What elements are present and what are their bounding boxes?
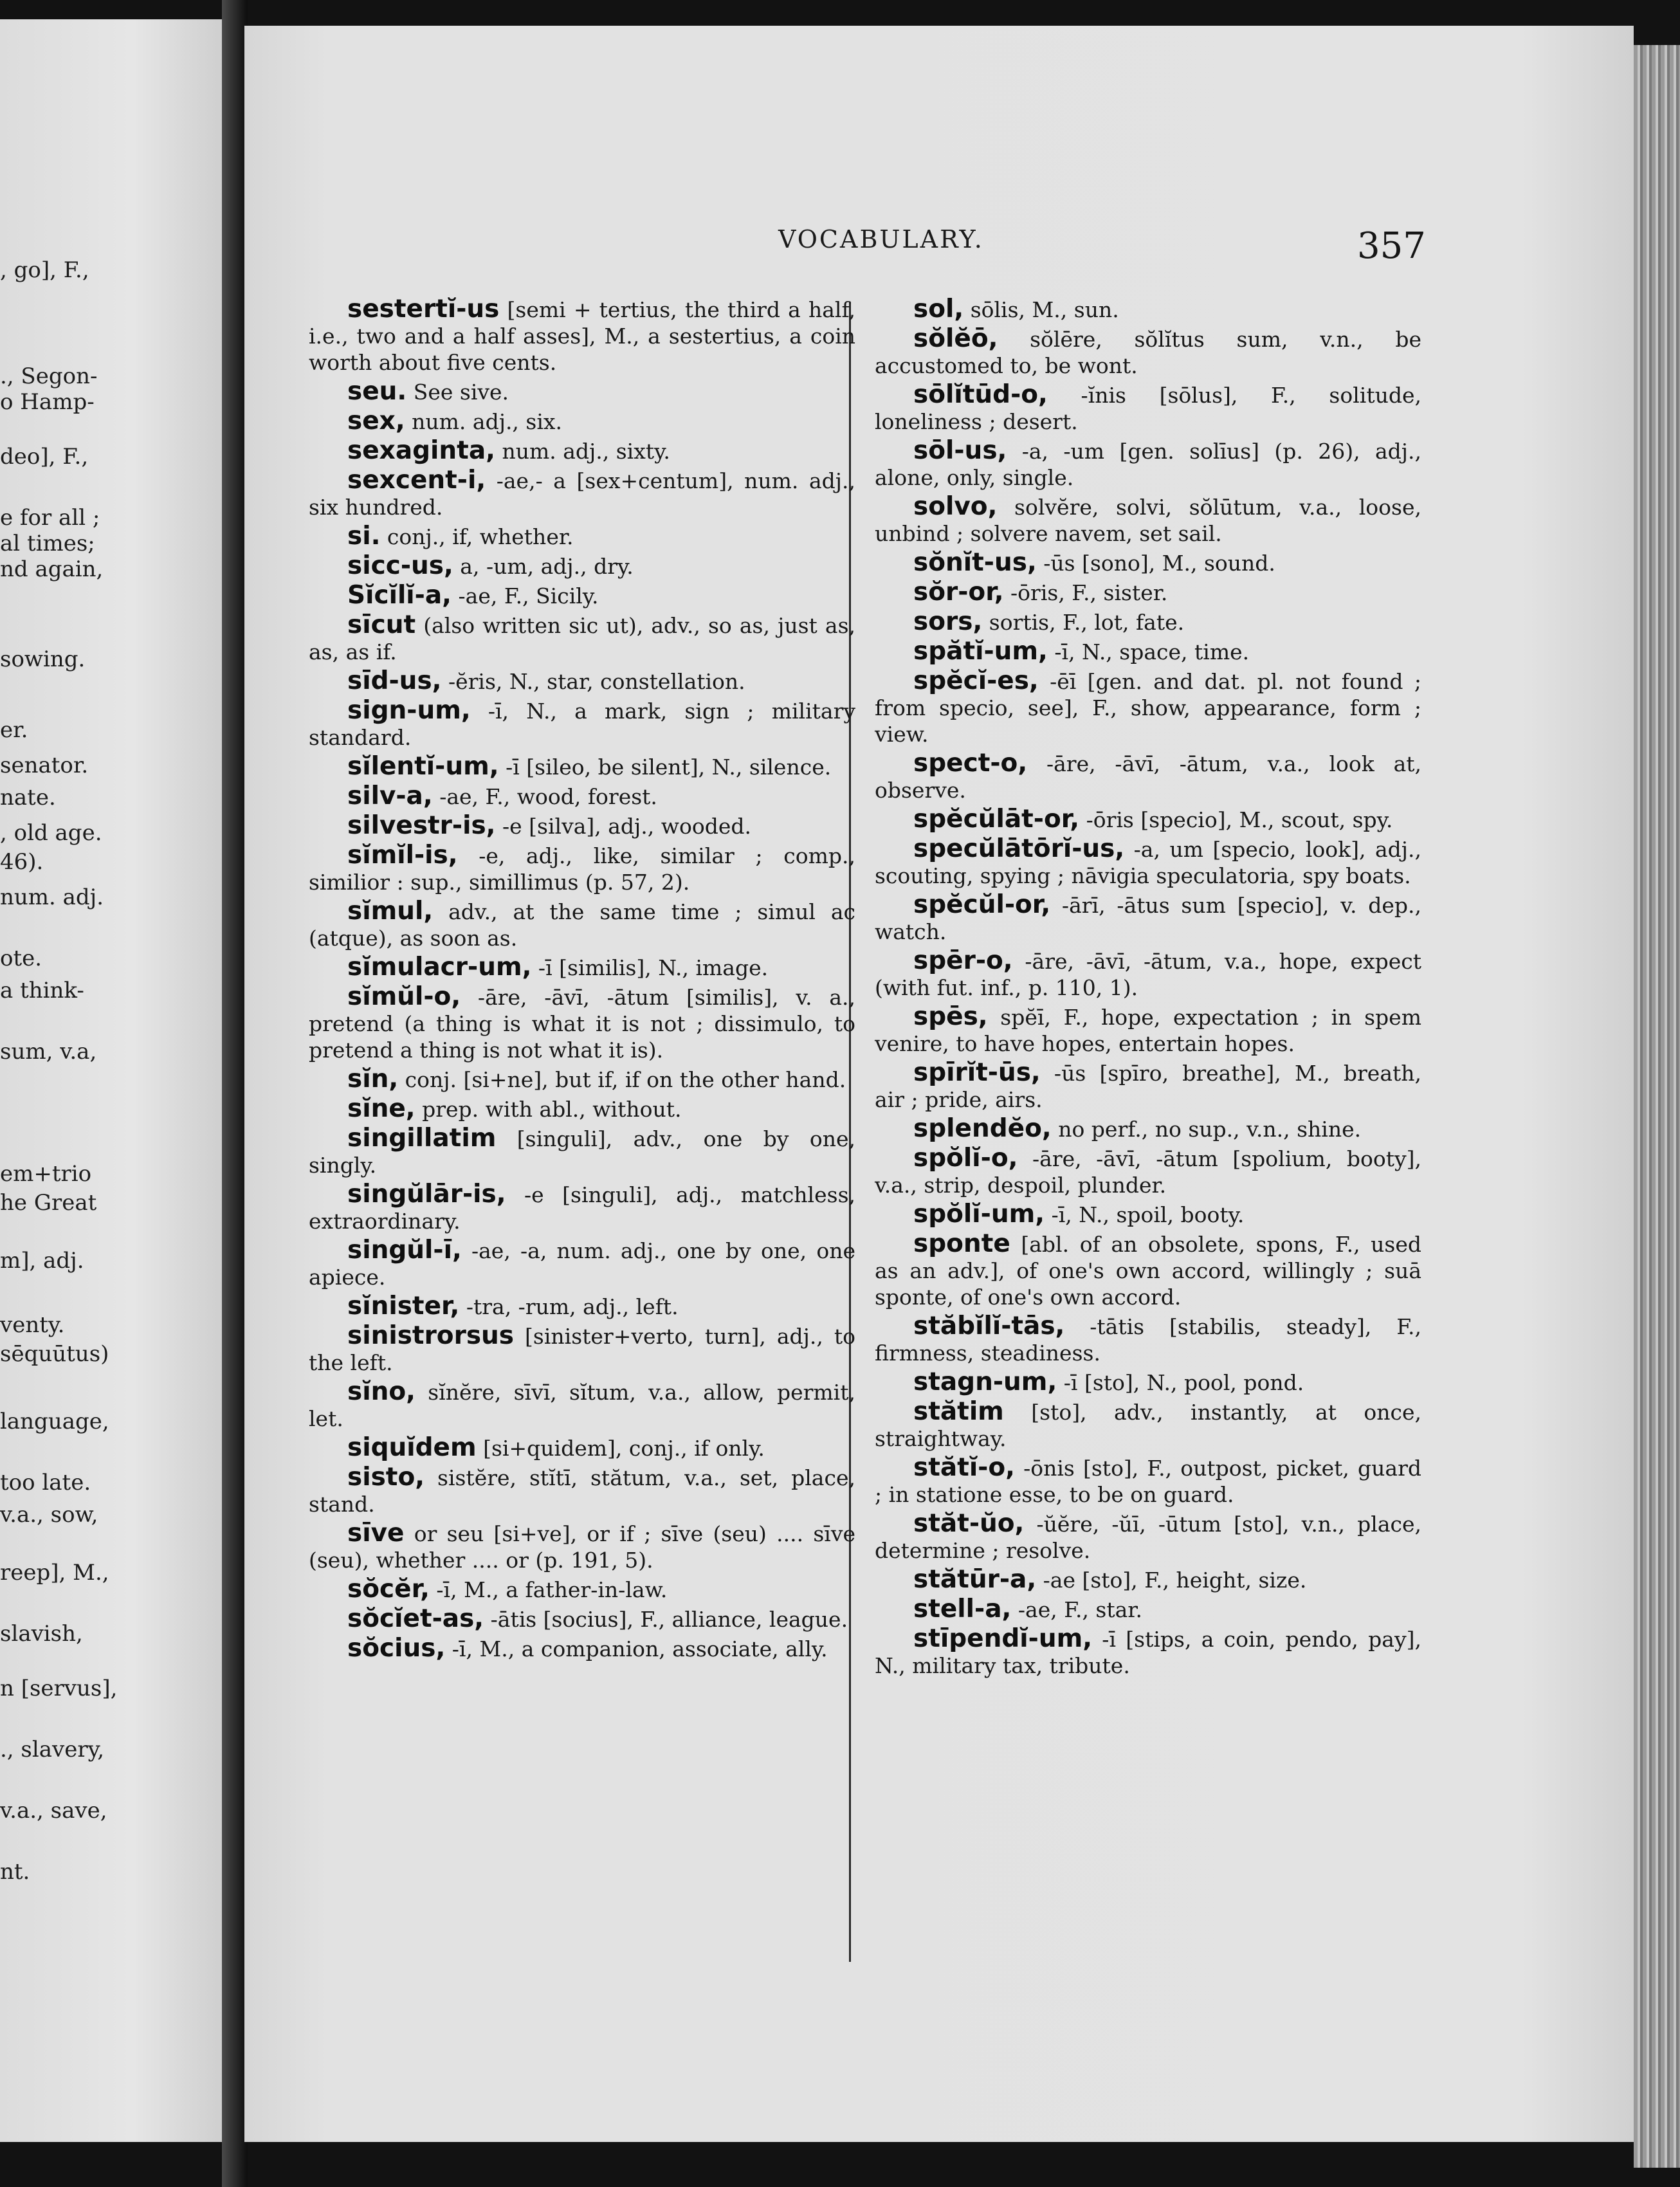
entry-headword: sexaginta, <box>347 436 495 465</box>
dictionary-entry <box>309 378 855 405</box>
entry-headword: siquĭdem <box>347 1433 477 1462</box>
dictionary-entry <box>875 493 1421 547</box>
dictionary-entry <box>875 1313 1421 1366</box>
dictionary-entry <box>309 812 855 839</box>
fragment-line: m], adj. <box>0 1248 84 1274</box>
dictionary-entry <box>309 612 855 665</box>
fragment-line: num. adj. <box>0 884 104 910</box>
dictionary-entry <box>875 437 1421 491</box>
entry-headword: sŏcĕr, <box>347 1575 430 1604</box>
entry-definition: -e [silva], adj., wooded. <box>495 814 751 839</box>
entry-definition: -ī, N., spoil, booty. <box>1045 1202 1245 1227</box>
entry-headword: sŏr-or, <box>913 578 1004 607</box>
entry-headword: sĭne, <box>347 1094 415 1123</box>
dictionary-entry <box>875 579 1421 606</box>
entry-headword: sign-um, <box>347 696 471 725</box>
fragment-line: , old age. <box>0 820 102 846</box>
entry-definition: -ōris, F., sister. <box>1003 580 1168 605</box>
dictionary-entry <box>875 806 1421 833</box>
entry-headword: stagn-um, <box>913 1368 1057 1396</box>
dictionary-entry <box>309 984 855 1063</box>
entry-headword: spēr-o, <box>913 946 1013 975</box>
entry-headword: sors, <box>913 607 983 636</box>
entry-definition: -tātis [stabilis, steady], F., firmness, steadiness. <box>875 1314 1421 1366</box>
fragment-line: ., Segon- <box>0 363 98 389</box>
entry-headword: stătūr-a, <box>913 1565 1037 1594</box>
dictionary-entry <box>309 1520 855 1573</box>
fragment-line: a think- <box>0 978 84 1003</box>
entry-definition: -e [singuli], adj., matchless, extraordinary. <box>309 1182 855 1234</box>
dictionary-entry <box>875 1596 1421 1623</box>
entry-definition: -ī [sto], N., pool, pond. <box>1057 1370 1304 1395</box>
entry-headword: spēs, <box>913 1002 988 1031</box>
entry-definition: -ae [sto], F., height, size. <box>1036 1568 1307 1593</box>
entry-headword: spătĭ-um, <box>913 637 1048 666</box>
entry-definition: [abl. of an obsolete, spons, F., used as an adv.], of one's own accord, willingly ; suā sponte, of one's own accord. <box>875 1232 1421 1310</box>
dictionary-entry <box>875 1145 1421 1198</box>
fragment-line: reep], M., <box>0 1560 109 1586</box>
entry-headword: sŏcĭet-as, <box>347 1604 484 1633</box>
dictionary-entry <box>309 467 855 520</box>
fragment-line: too late. <box>0 1470 91 1496</box>
entry-definition: -āre, -āvī, -ātum [similis], v. a., pretend (a thing is what it is not ; dissimulo, to pretend a thing is not what it is). <box>309 985 855 1063</box>
entry-definition: [sinister+verto, turn], adj., to the left. <box>309 1324 855 1375</box>
entry-definition: [singuli], adv., one by one, singly. <box>309 1126 855 1178</box>
fragment-line: ., slavery, <box>0 1737 105 1762</box>
entry-headword: sol, <box>913 295 964 324</box>
dictionary-entry <box>309 523 855 550</box>
entry-headword: singŭl-ī, <box>347 1236 462 1265</box>
dictionary-entry <box>875 1369 1421 1396</box>
entry-headword: sestertĭ-us <box>347 295 500 324</box>
fragment-line: sum, v.a, <box>0 1039 97 1065</box>
dictionary-entry <box>309 553 855 580</box>
dictionary-entry <box>875 892 1421 945</box>
running-head: VOCABULARY. <box>778 225 984 253</box>
entry-headword: sĭmĭl-is, <box>347 841 458 870</box>
dictionary-entry <box>875 1625 1421 1679</box>
fragment-line: venty. <box>0 1312 65 1338</box>
fragment-line: nate. <box>0 785 56 810</box>
fragment-line: sēquūtus) <box>0 1341 109 1367</box>
entry-definition: -ārī, -ātus sum [specio], v. dep., watch. <box>875 893 1421 944</box>
entry-definition: prep. with abl., without. <box>415 1097 682 1122</box>
entry-definition: -ae, -a, num. adj., one by one, one apiece. <box>309 1238 855 1290</box>
entry-definition: -ī, M., a companion, associate, ally. <box>445 1636 828 1661</box>
dictionary-entry <box>875 1115 1421 1142</box>
entry-headword: stăt-ŭo, <box>913 1509 1025 1538</box>
dictionary-entry <box>309 1181 855 1234</box>
column-left <box>309 296 855 1665</box>
entry-definition: solvĕre, solvi, sŏlūtum, v.a., loose, unbind ; solvere navem, set sail. <box>875 495 1421 546</box>
entry-definition: -ī, M., a father-in-law. <box>429 1577 668 1602</box>
dictionary-entry <box>309 1125 855 1178</box>
dictionary-entry <box>309 1464 855 1517</box>
entry-headword: si. <box>347 522 381 551</box>
entry-headword: sĭlentĭ-um, <box>347 752 499 781</box>
entry-headword: sponte <box>913 1229 1010 1258</box>
entry-headword: sĭmŭl-o, <box>347 982 461 1011</box>
dictionary-entry <box>309 1293 855 1320</box>
entry-definition: -ātis [socius], F., alliance, league. <box>484 1607 848 1632</box>
dictionary-entry <box>875 1398 1421 1452</box>
entry-definition: no perf., no sup., v.n., shine. <box>1051 1117 1362 1142</box>
fragment-line: o Hamp- <box>0 389 95 415</box>
entry-headword: spŏlĭ-o, <box>913 1144 1018 1173</box>
entry-definition: -ūs [spīro, breathe], M., breath, air ; pride, airs. <box>875 1061 1421 1112</box>
dictionary-entry <box>875 750 1421 803</box>
dictionary-entry <box>875 1201 1421 1228</box>
fragment-line: nt. <box>0 1859 30 1885</box>
entry-headword: sĭn, <box>347 1065 399 1094</box>
entry-headword: silvestr-is, <box>347 811 496 840</box>
fragment-line: n [servus], <box>0 1676 118 1701</box>
entry-definition: sŏlēre, sŏlĭtus sum, v.n., be accustomed to, be wont. <box>875 327 1421 378</box>
entry-definition: conj., if, whether. <box>380 524 574 549</box>
dictionary-entry <box>875 1454 1421 1508</box>
entry-headword: sĭno, <box>347 1377 415 1406</box>
entry-headword: stătĭ-o, <box>913 1453 1015 1482</box>
entry-definition: -āre, -āvī, -ātum, v.a., look at, observe. <box>875 751 1421 803</box>
entry-headword: Sĭcĭlĭ-a, <box>347 581 452 610</box>
dictionary-entry <box>875 638 1421 665</box>
entry-headword: singŭlār-is, <box>347 1180 506 1209</box>
dictionary-entry <box>875 668 1421 747</box>
dictionary-entry <box>875 1510 1421 1564</box>
fragment-line: em+trio <box>0 1161 92 1187</box>
entry-headword: sex, <box>347 407 405 435</box>
fragment-line: 46). <box>0 849 44 875</box>
fragment-line: senator. <box>0 753 89 778</box>
column-right <box>875 296 1421 1681</box>
entry-definition: [sto], adv., instantly, at once, straightway. <box>875 1400 1421 1451</box>
entry-headword: sōlĭtūd-o, <box>913 380 1048 409</box>
entry-definition: [si+quidem], conj., if only. <box>476 1436 765 1461</box>
dictionary-entry <box>309 582 855 609</box>
dictionary-entry <box>875 1003 1421 1057</box>
dictionary-entry <box>309 1322 855 1376</box>
entry-headword: sĭmul, <box>347 897 434 926</box>
entry-definition: (also written sic ut), adv., so as, just as, as, as if. <box>309 613 855 664</box>
entry-headword: stăbĭlĭ-tās, <box>913 1312 1065 1341</box>
fragment-line: v.a., sow, <box>0 1502 98 1528</box>
fragment-line: er. <box>0 717 28 743</box>
dictionary-entry <box>875 947 1421 1001</box>
entry-definition: -ī, N., space, time. <box>1047 639 1250 664</box>
entry-definition: -āre, -āvī, -ātum, v.a., hope, expect (with fut. inf., p. 110, 1). <box>875 949 1421 1000</box>
dictionary-entry <box>309 842 855 895</box>
book-gutter <box>222 0 248 2187</box>
fragment-line: e for all ; <box>0 505 100 531</box>
dictionary-entry <box>875 609 1421 636</box>
dictionary-entry <box>309 1635 855 1662</box>
entry-definition: spĕī, F., hope, expectation ; in spem venire, to have hopes, entertain hopes. <box>875 1005 1421 1056</box>
entry-headword: sisto, <box>347 1463 425 1492</box>
entry-definition: num. adj., sixty. <box>495 439 670 464</box>
entry-definition: -a, -um [gen. solīus] (p. 26), adj., alone, only, single. <box>875 439 1421 490</box>
fragment-line: v.a., save, <box>0 1798 107 1824</box>
entry-definition: sōlis, M., sun. <box>963 297 1119 322</box>
dictionary-entry <box>875 381 1421 435</box>
dictionary-entry <box>875 296 1421 323</box>
dictionary-entry <box>309 1066 855 1093</box>
entry-definition: a, -um, adj., dry. <box>453 554 634 579</box>
dictionary-entry <box>309 408 855 435</box>
dictionary-entry <box>309 1434 855 1461</box>
entry-definition: [semi + tertius, the third a half, i.e., two and a half asses], M., a sestertius, a coin worth about five cents. <box>309 297 855 375</box>
entry-definition: -ĕris, N., star, constellation. <box>441 669 745 694</box>
entry-headword: seu. <box>347 377 407 406</box>
fragment-line: deo], F., <box>0 444 89 470</box>
fragment-line: he Great <box>0 1190 97 1216</box>
dictionary-entry <box>309 697 855 751</box>
entry-headword: sexcent-i, <box>347 466 486 495</box>
entry-definition: -āre, -āvī, -ātum [spolium, booty], v.a., strip, despoil, plunder. <box>875 1146 1421 1198</box>
fragment-line: nd again, <box>0 556 104 582</box>
entry-headword: silv-a, <box>347 782 433 810</box>
entry-definition: sĭnĕre, sīvī, sĭtum, v.a., allow, permit, let. <box>309 1380 855 1431</box>
entry-definition: -ī [stips, a coin, pendo, pay], N., military tax, tribute. <box>875 1627 1421 1678</box>
fragment-line: language, <box>0 1409 109 1434</box>
entry-definition: or seu [si+ve], or if ; sīve (seu) .... sīve (seu), whether .... or (p. 191, 5). <box>309 1521 855 1573</box>
entry-definition: -ūs [sono], M., sound. <box>1036 551 1275 576</box>
dictionary-entry <box>875 1566 1421 1593</box>
entry-headword: sicc-us, <box>347 551 453 580</box>
entry-headword: solvo, <box>913 492 998 521</box>
entry-definition: conj. [si+ne], but if, if on the other hand. <box>398 1067 846 1092</box>
dictionary-entry <box>875 325 1421 379</box>
entry-headword: sinistrorsus <box>347 1321 515 1350</box>
entry-headword: stătim <box>913 1397 1004 1426</box>
entry-definition: sistĕre, stĭtī, stătum, v.a., set, place, stand. <box>309 1465 855 1517</box>
fragment-line: ote. <box>0 946 42 971</box>
entry-definition: -a, um [specio, look], adj., scouting, spying ; nāvigia speculatoria, spy boats. <box>875 837 1421 888</box>
dictionary-entry <box>309 296 855 376</box>
entry-headword: sīcut <box>347 610 416 639</box>
dictionary-entry <box>309 1095 855 1122</box>
entry-headword: splendĕo, <box>913 1114 1052 1143</box>
entry-definition: adv., at the same time ; simul ac (atque), as soon as. <box>309 899 855 951</box>
entry-headword: spĕcĭ-es, <box>913 666 1039 695</box>
entry-definition: -ī [sileo, be silent], N., silence. <box>498 755 832 780</box>
fragment-line: slavish, <box>0 1621 83 1647</box>
entry-headword: spect-o, <box>913 749 1028 778</box>
facing-page-fragment <box>0 19 222 2142</box>
entry-definition: -ōnis [sto], F., outpost, picket, guard ; in statione esse, to be on guard. <box>875 1456 1421 1507</box>
entry-headword: singillatim <box>347 1124 497 1153</box>
entry-definition: -ĭnis [sōlus], F., solitude, loneliness ; desert. <box>875 383 1421 434</box>
entry-definition: -ēī [gen. and dat. pl. not found ; from specio, see], F., show, appearance, form ; view. <box>875 669 1421 747</box>
fragment-line: al times; <box>0 531 95 556</box>
dictionary-entry <box>309 783 855 810</box>
dictionary-entry <box>309 1237 855 1290</box>
dictionary-entry <box>875 1231 1421 1310</box>
entry-headword: sīve <box>347 1519 405 1548</box>
entry-headword: spŏlĭ-um, <box>913 1200 1045 1229</box>
dictionary-entry <box>309 898 855 951</box>
dictionary-entry <box>309 437 855 464</box>
entry-definition: sortis, F., lot, fate. <box>982 610 1185 635</box>
fragment-line: , go], F., <box>0 257 89 283</box>
entry-headword: sĭmulacr-um, <box>347 953 532 982</box>
entry-headword: sŏnĭt-us, <box>913 548 1037 577</box>
entry-headword: spĕcŭl-or, <box>913 890 1051 919</box>
dictionary-entry <box>875 1059 1421 1113</box>
entry-definition: See sive. <box>406 380 509 405</box>
dictionary-entry <box>309 1378 855 1432</box>
entry-headword: sŏlĕō, <box>913 324 998 353</box>
entry-headword: spīrĭt-ūs, <box>913 1058 1041 1087</box>
entry-definition: num. adj., six. <box>405 409 562 434</box>
dictionary-entry <box>875 836 1421 889</box>
entry-definition: -ae, F., wood, forest. <box>432 784 657 809</box>
fragment-line: sowing. <box>0 646 86 672</box>
entry-headword: sŏcius, <box>347 1634 446 1663</box>
entry-headword: sīd-us, <box>347 666 442 695</box>
dictionary-entry <box>309 1576 855 1603</box>
entry-headword: spĕcŭlāt-or, <box>913 805 1080 834</box>
entry-definition: -ae,- a [sex+centum], num. adj., six hundred. <box>309 468 855 520</box>
entry-definition: -ī, N., a mark, sign ; military standard. <box>309 699 855 750</box>
dictionary-entry <box>309 753 855 780</box>
entry-headword: stīpendĭ-um, <box>913 1624 1093 1653</box>
dictionary-entry <box>309 1606 855 1633</box>
entry-headword: stell-a, <box>913 1595 1012 1624</box>
entry-definition: -ī [similis], N., image. <box>531 955 769 980</box>
page-edges <box>1634 45 1680 2168</box>
entry-definition: -ae, F., star. <box>1011 1597 1142 1622</box>
dictionary-entry <box>309 954 855 981</box>
entry-headword: sōl-us, <box>913 436 1007 465</box>
page-number: 357 <box>1357 225 1426 267</box>
dictionary-entry <box>875 549 1421 576</box>
entry-definition: -ae, F., Sicily. <box>452 583 599 609</box>
dictionary-entry <box>309 668 855 695</box>
entry-headword: specŭlātōrĭ-us, <box>913 834 1125 863</box>
entry-definition: -ŭĕre, -ŭī, -ūtum [sto], v.n., place, determine ; resolve. <box>875 1512 1421 1563</box>
entry-headword: sĭnister, <box>347 1292 460 1321</box>
entry-definition: -tra, -rum, adj., left. <box>459 1294 679 1319</box>
entry-definition: -ōris [specio], M., scout, spy. <box>1079 807 1393 832</box>
entry-definition: -e, adj., like, similar ; comp., similior : sup., simillimus (p. 57, 2). <box>309 843 855 895</box>
